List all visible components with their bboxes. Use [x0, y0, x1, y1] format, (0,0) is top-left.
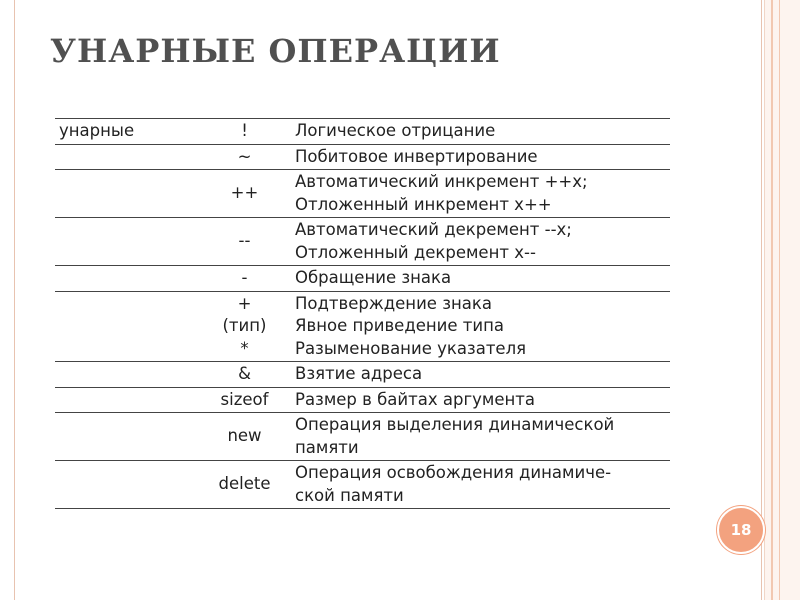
category-cell	[55, 170, 198, 218]
description-line: Отложенный декремент x--	[295, 242, 536, 262]
category-cell	[55, 362, 198, 388]
description-cell	[291, 144, 670, 170]
category-cell	[55, 144, 198, 170]
decorative-stripe	[779, 0, 780, 600]
operator-cell	[198, 413, 291, 461]
operator-symbol: new	[227, 426, 262, 446]
category-cell	[55, 413, 198, 461]
operator-symbol: *	[240, 338, 249, 358]
description-line: Отложенный инкремент x++	[295, 194, 552, 214]
table-row	[55, 387, 670, 413]
operator-symbol: !	[241, 121, 248, 140]
description-line: Автоматический инкремент ++x;	[295, 172, 588, 191]
operator-symbol: ++	[230, 183, 259, 203]
operator-cell	[198, 362, 291, 388]
table-row	[55, 144, 670, 170]
slide-title: УНАРНЫЕ ОПЕРАЦИИ	[50, 32, 501, 70]
page-number-badge: 18	[717, 506, 765, 554]
category-cell	[55, 266, 198, 292]
operator-symbol: sizeof	[220, 389, 269, 409]
decorative-stripe	[771, 0, 773, 600]
operator-symbol: -	[241, 268, 248, 287]
description-line: Обращение знака	[295, 268, 452, 287]
category-cell	[55, 387, 198, 413]
description-cell	[291, 291, 670, 362]
description-line: Подтверждение знака	[295, 293, 492, 313]
description-cell	[291, 387, 670, 413]
table-row	[55, 218, 670, 266]
table-row	[55, 291, 670, 362]
description-line: Явное приведение типа	[295, 316, 505, 335]
operator-cell	[198, 119, 291, 145]
description-line: Разыменование указателя	[295, 338, 527, 358]
table-row	[55, 266, 670, 292]
operator-cell	[198, 291, 291, 362]
operator-symbol: --	[238, 231, 251, 251]
unary-operations-table	[55, 118, 670, 509]
operator-symbol: +	[237, 293, 252, 313]
table-row	[55, 413, 670, 461]
operator-cell	[198, 170, 291, 218]
operator-cell	[198, 387, 291, 413]
description-line: ской памяти	[295, 485, 404, 505]
operator-symbol: &	[238, 364, 251, 383]
description-cell	[291, 218, 670, 266]
description-line: Логическое отрицание	[295, 121, 496, 140]
operator-symbol: (тип)	[222, 316, 267, 335]
category-cell: унарные	[55, 119, 198, 145]
table-row	[55, 362, 670, 388]
category-cell	[55, 461, 198, 509]
description-cell	[291, 266, 670, 292]
description-line: Взятие адреса	[295, 364, 423, 383]
description-cell	[291, 461, 670, 509]
category-cell	[55, 218, 198, 266]
operator-cell	[198, 218, 291, 266]
description-cell	[291, 119, 670, 145]
description-line: Побитовое инвертирование	[295, 146, 538, 166]
table-row	[55, 461, 670, 509]
description-line: Операция освобождения динамиче-	[295, 463, 612, 482]
description-line: Операция выделения динамической	[295, 415, 615, 434]
description-line: Размер в байтах аргумента	[295, 389, 535, 409]
table-row	[55, 119, 670, 145]
decorative-side-band	[764, 0, 800, 600]
table-row	[55, 170, 670, 218]
operator-cell	[198, 461, 291, 509]
operator-symbol: delete	[218, 474, 271, 494]
operator-cell	[198, 144, 291, 170]
description-cell	[291, 362, 670, 388]
operator-cell	[198, 266, 291, 292]
operator-symbol: ~	[237, 146, 252, 166]
category-cell	[55, 291, 198, 362]
description-line: Автоматический декремент --x;	[295, 220, 572, 239]
description-line: памяти	[295, 437, 359, 457]
description-cell	[291, 413, 670, 461]
description-cell	[291, 170, 670, 218]
